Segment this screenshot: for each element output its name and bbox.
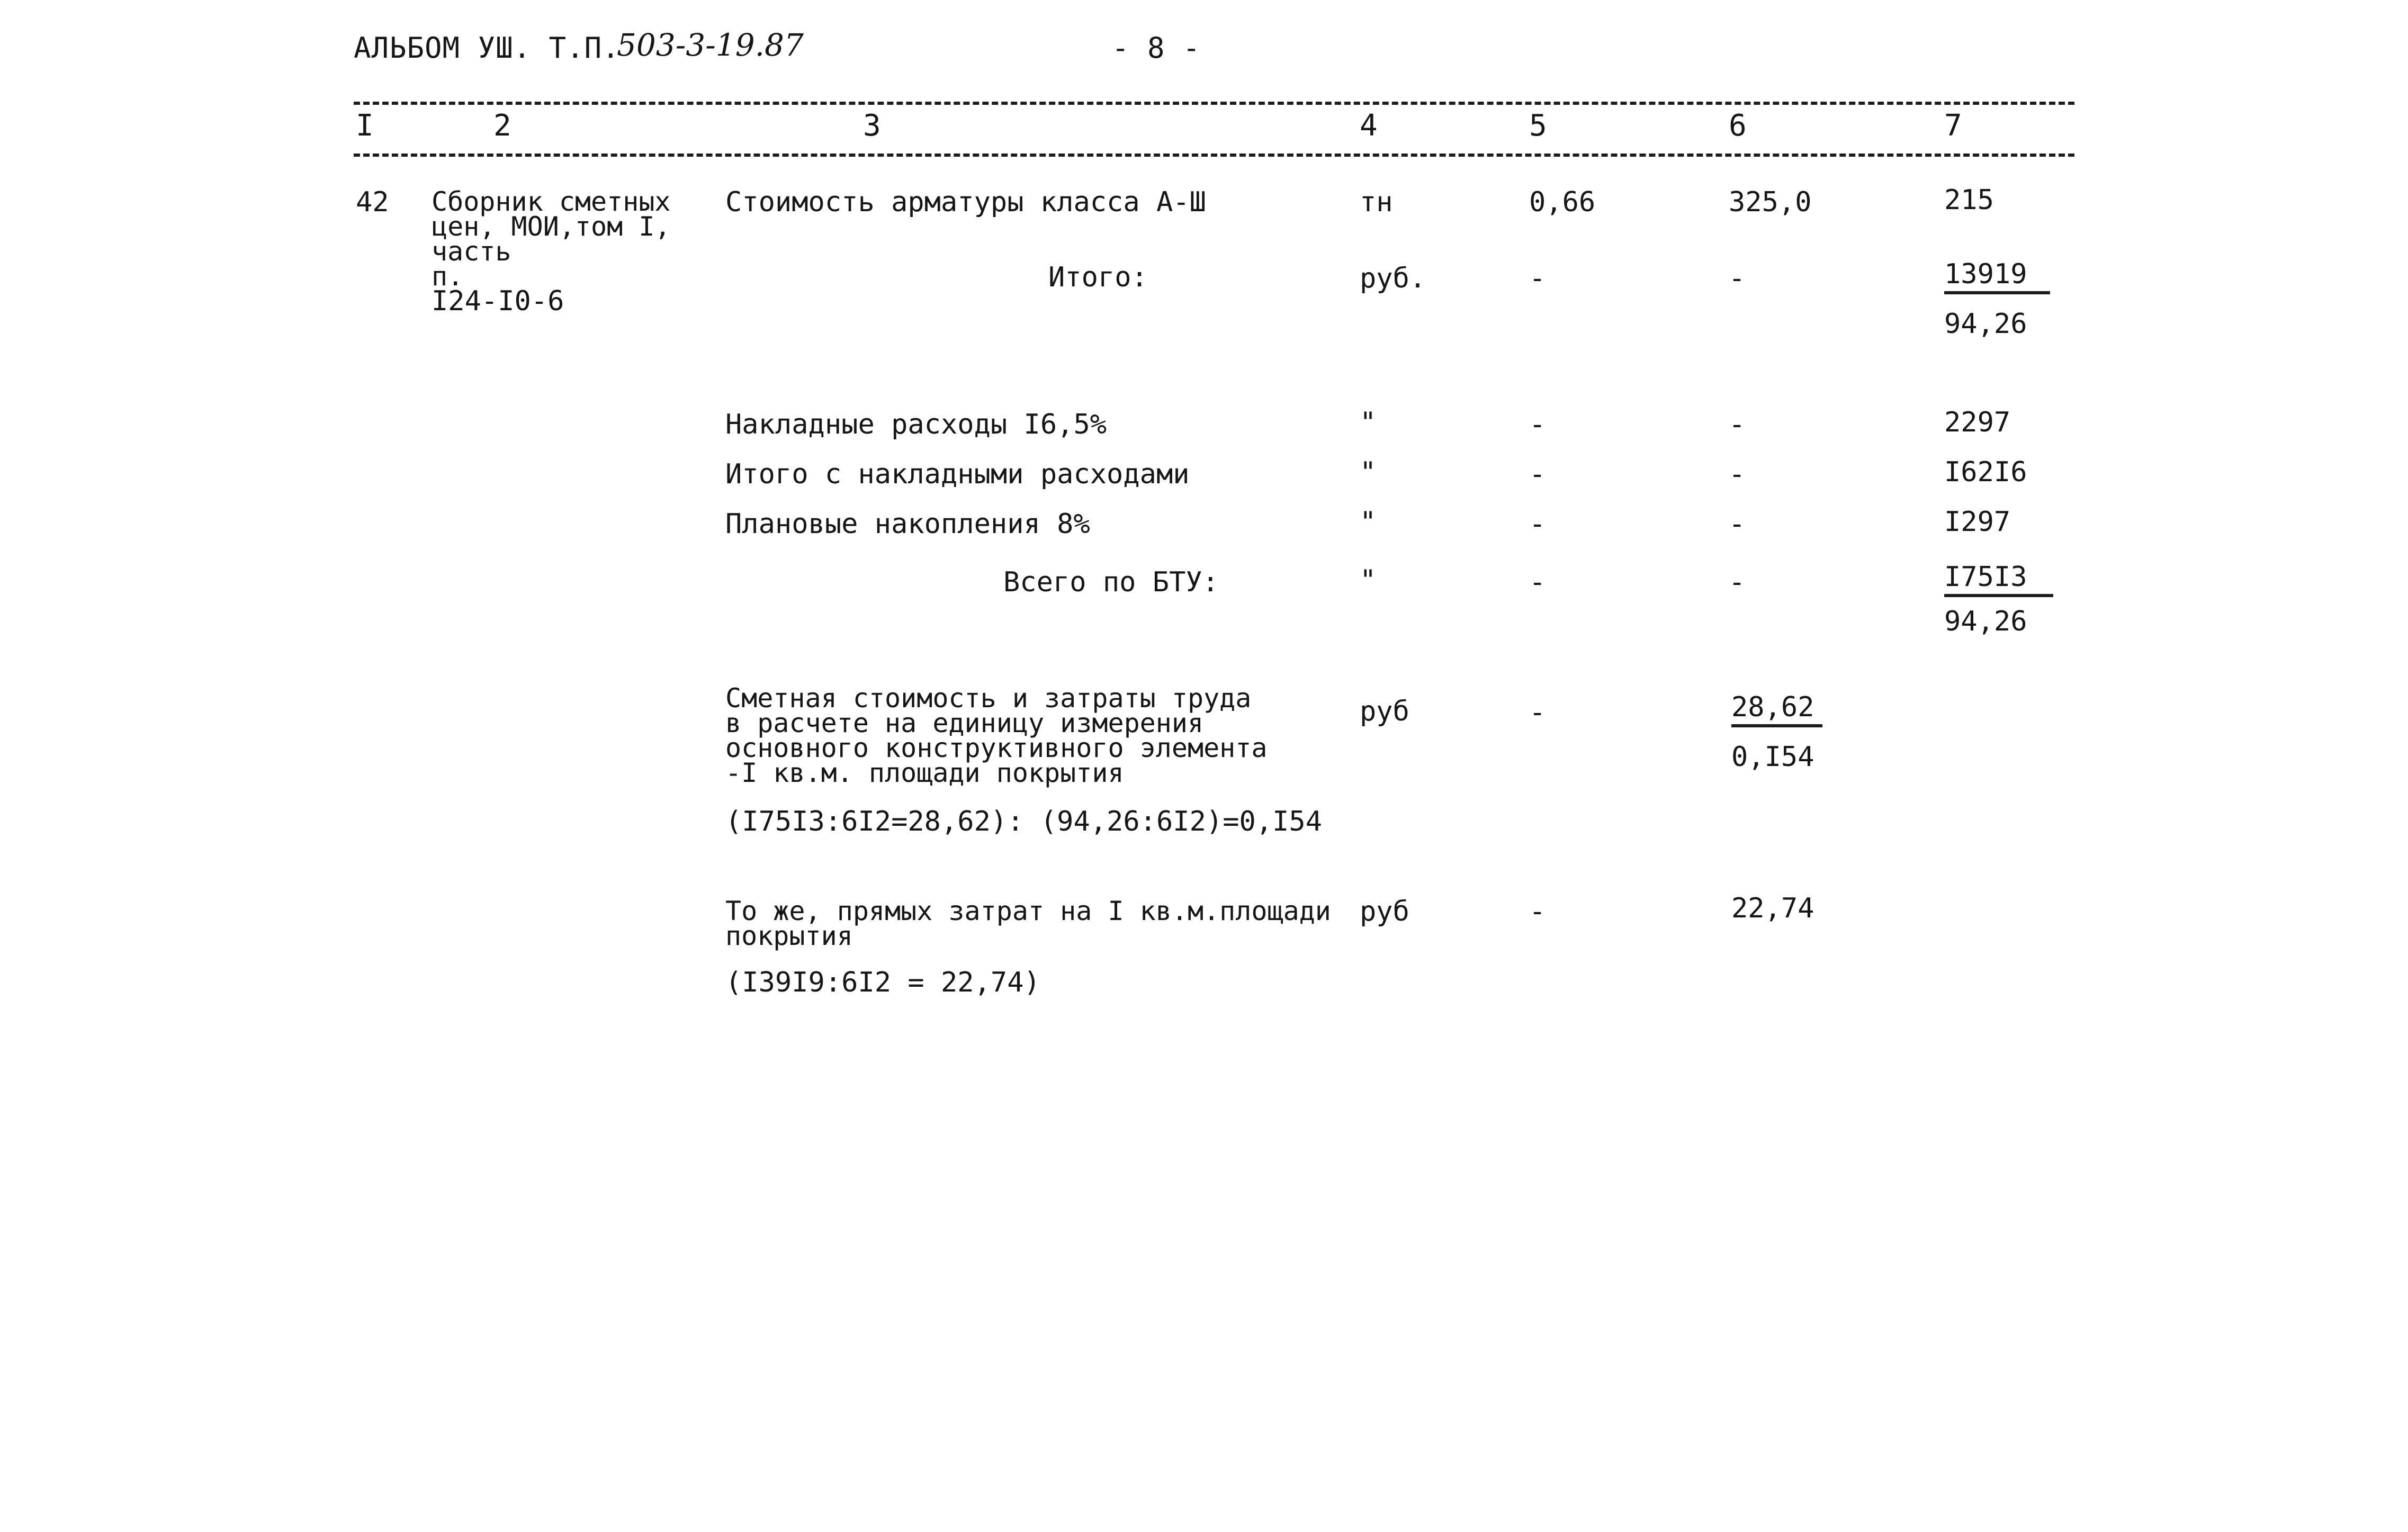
planned-savings-qty: - bbox=[1529, 508, 1546, 540]
source-line-4: п. bbox=[432, 261, 464, 292]
btu-total-desc: Всего по БТУ: bbox=[1003, 566, 1219, 598]
with-overhead-qty: - bbox=[1529, 458, 1546, 490]
source-line-5: I24-I0-6 bbox=[432, 285, 564, 317]
overhead-total: 2297 bbox=[1944, 407, 2011, 438]
btu-total-unit: " bbox=[1360, 564, 1377, 596]
btu-total-price: - bbox=[1729, 566, 1746, 598]
btu-total-value: I75I3 bbox=[1944, 563, 2053, 597]
btu-total-qty: - bbox=[1529, 566, 1546, 598]
rebar-desc: Стоимость арматуры класса А-Ш bbox=[725, 186, 1206, 218]
rebar-total: 215 bbox=[1944, 184, 1994, 216]
planned-savings-total: I297 bbox=[1944, 506, 2011, 538]
rebar-unit: тн bbox=[1360, 186, 1393, 218]
col-header-1: I bbox=[356, 109, 374, 143]
with-overhead-desc: Итого с накладными расходами bbox=[725, 458, 1190, 490]
direct-cost-formula: (I39I9:6I2 = 22,74) bbox=[725, 967, 1040, 998]
direct-cost-unit: руб bbox=[1360, 896, 1409, 927]
source-line-2: цен, МОИ,том I, bbox=[432, 211, 671, 242]
source-line-3: часть bbox=[432, 236, 511, 267]
subtotal-qty: - bbox=[1529, 263, 1546, 294]
overhead-unit: " bbox=[1360, 407, 1377, 438]
unit-cost-desc-4: -I кв.м. площади покрытия bbox=[725, 758, 1124, 788]
unit-cost-price-bottom: 0,I54 bbox=[1731, 741, 1814, 773]
direct-cost-desc-1: То же, прямых затрат на I кв.м.площади bbox=[725, 896, 1331, 926]
planned-savings-price: - bbox=[1729, 508, 1746, 540]
unit-cost-desc-2: в расчете на единицу измерения bbox=[725, 708, 1204, 738]
with-overhead-price: - bbox=[1729, 458, 1746, 490]
album-label: АЛЬБОМ УШ. Т.П. bbox=[354, 31, 620, 65]
direct-cost-price: 22,74 bbox=[1731, 893, 1814, 924]
unit-cost-unit: руб bbox=[1360, 696, 1409, 727]
overhead-qty: - bbox=[1529, 409, 1546, 440]
col-header-4: 4 bbox=[1360, 109, 1378, 143]
planned-savings-unit: " bbox=[1360, 506, 1377, 538]
direct-cost-desc-2: покрытия bbox=[725, 921, 853, 951]
col-header-5: 5 bbox=[1529, 109, 1547, 143]
btu-total-top bbox=[1944, 563, 2053, 597]
unit-cost-qty: - bbox=[1529, 697, 1546, 728]
col-header-6: 6 bbox=[1729, 109, 1747, 143]
rebar-qty: 0,66 bbox=[1529, 186, 1596, 218]
unit-cost-price-value: 28,62 bbox=[1731, 693, 1822, 727]
subtotal-total-bottom: 94,26 bbox=[1944, 308, 2027, 340]
unit-cost-price-top bbox=[1731, 693, 1822, 727]
page-number: - 8 - bbox=[1112, 31, 1201, 65]
header-top-rule bbox=[354, 102, 2074, 105]
unit-cost-desc-3: основного конструктивного элемента bbox=[725, 733, 1268, 763]
direct-cost-qty: - bbox=[1529, 896, 1546, 927]
col-header-3: 3 bbox=[863, 109, 881, 143]
overhead-desc: Накладные расходы I6,5% bbox=[725, 409, 1107, 440]
rebar-price: 325,0 bbox=[1729, 186, 1812, 218]
btu-total-bottom: 94,26 bbox=[1944, 606, 2027, 637]
planned-savings-desc: Плановые накопления 8% bbox=[725, 508, 1090, 540]
unit-cost-formula: (I75I3:6I2=28,62): (94,26:6I2)=0,I54 bbox=[725, 806, 1323, 837]
subtotal-price: - bbox=[1729, 263, 1746, 294]
header-bottom-rule bbox=[354, 154, 2074, 157]
with-overhead-unit: " bbox=[1360, 456, 1377, 488]
project-number: 503-3-19.87 bbox=[617, 27, 804, 63]
with-overhead-total: I62I6 bbox=[1944, 456, 2027, 488]
source-line-1: Сборник сметных bbox=[432, 186, 671, 217]
row-number: 42 bbox=[356, 186, 389, 218]
subtotal-unit: руб. bbox=[1360, 263, 1426, 294]
unit-cost-desc-1: Сметная стоимость и затраты труда bbox=[725, 683, 1252, 714]
col-header-7: 7 bbox=[1944, 109, 1962, 143]
subtotal-desc: Итого: bbox=[1048, 262, 1148, 293]
subtotal-total-value: 13919 bbox=[1944, 260, 2050, 294]
col-header-2: 2 bbox=[493, 109, 511, 143]
subtotal-total-top bbox=[1944, 260, 2050, 294]
overhead-price: - bbox=[1729, 409, 1746, 440]
